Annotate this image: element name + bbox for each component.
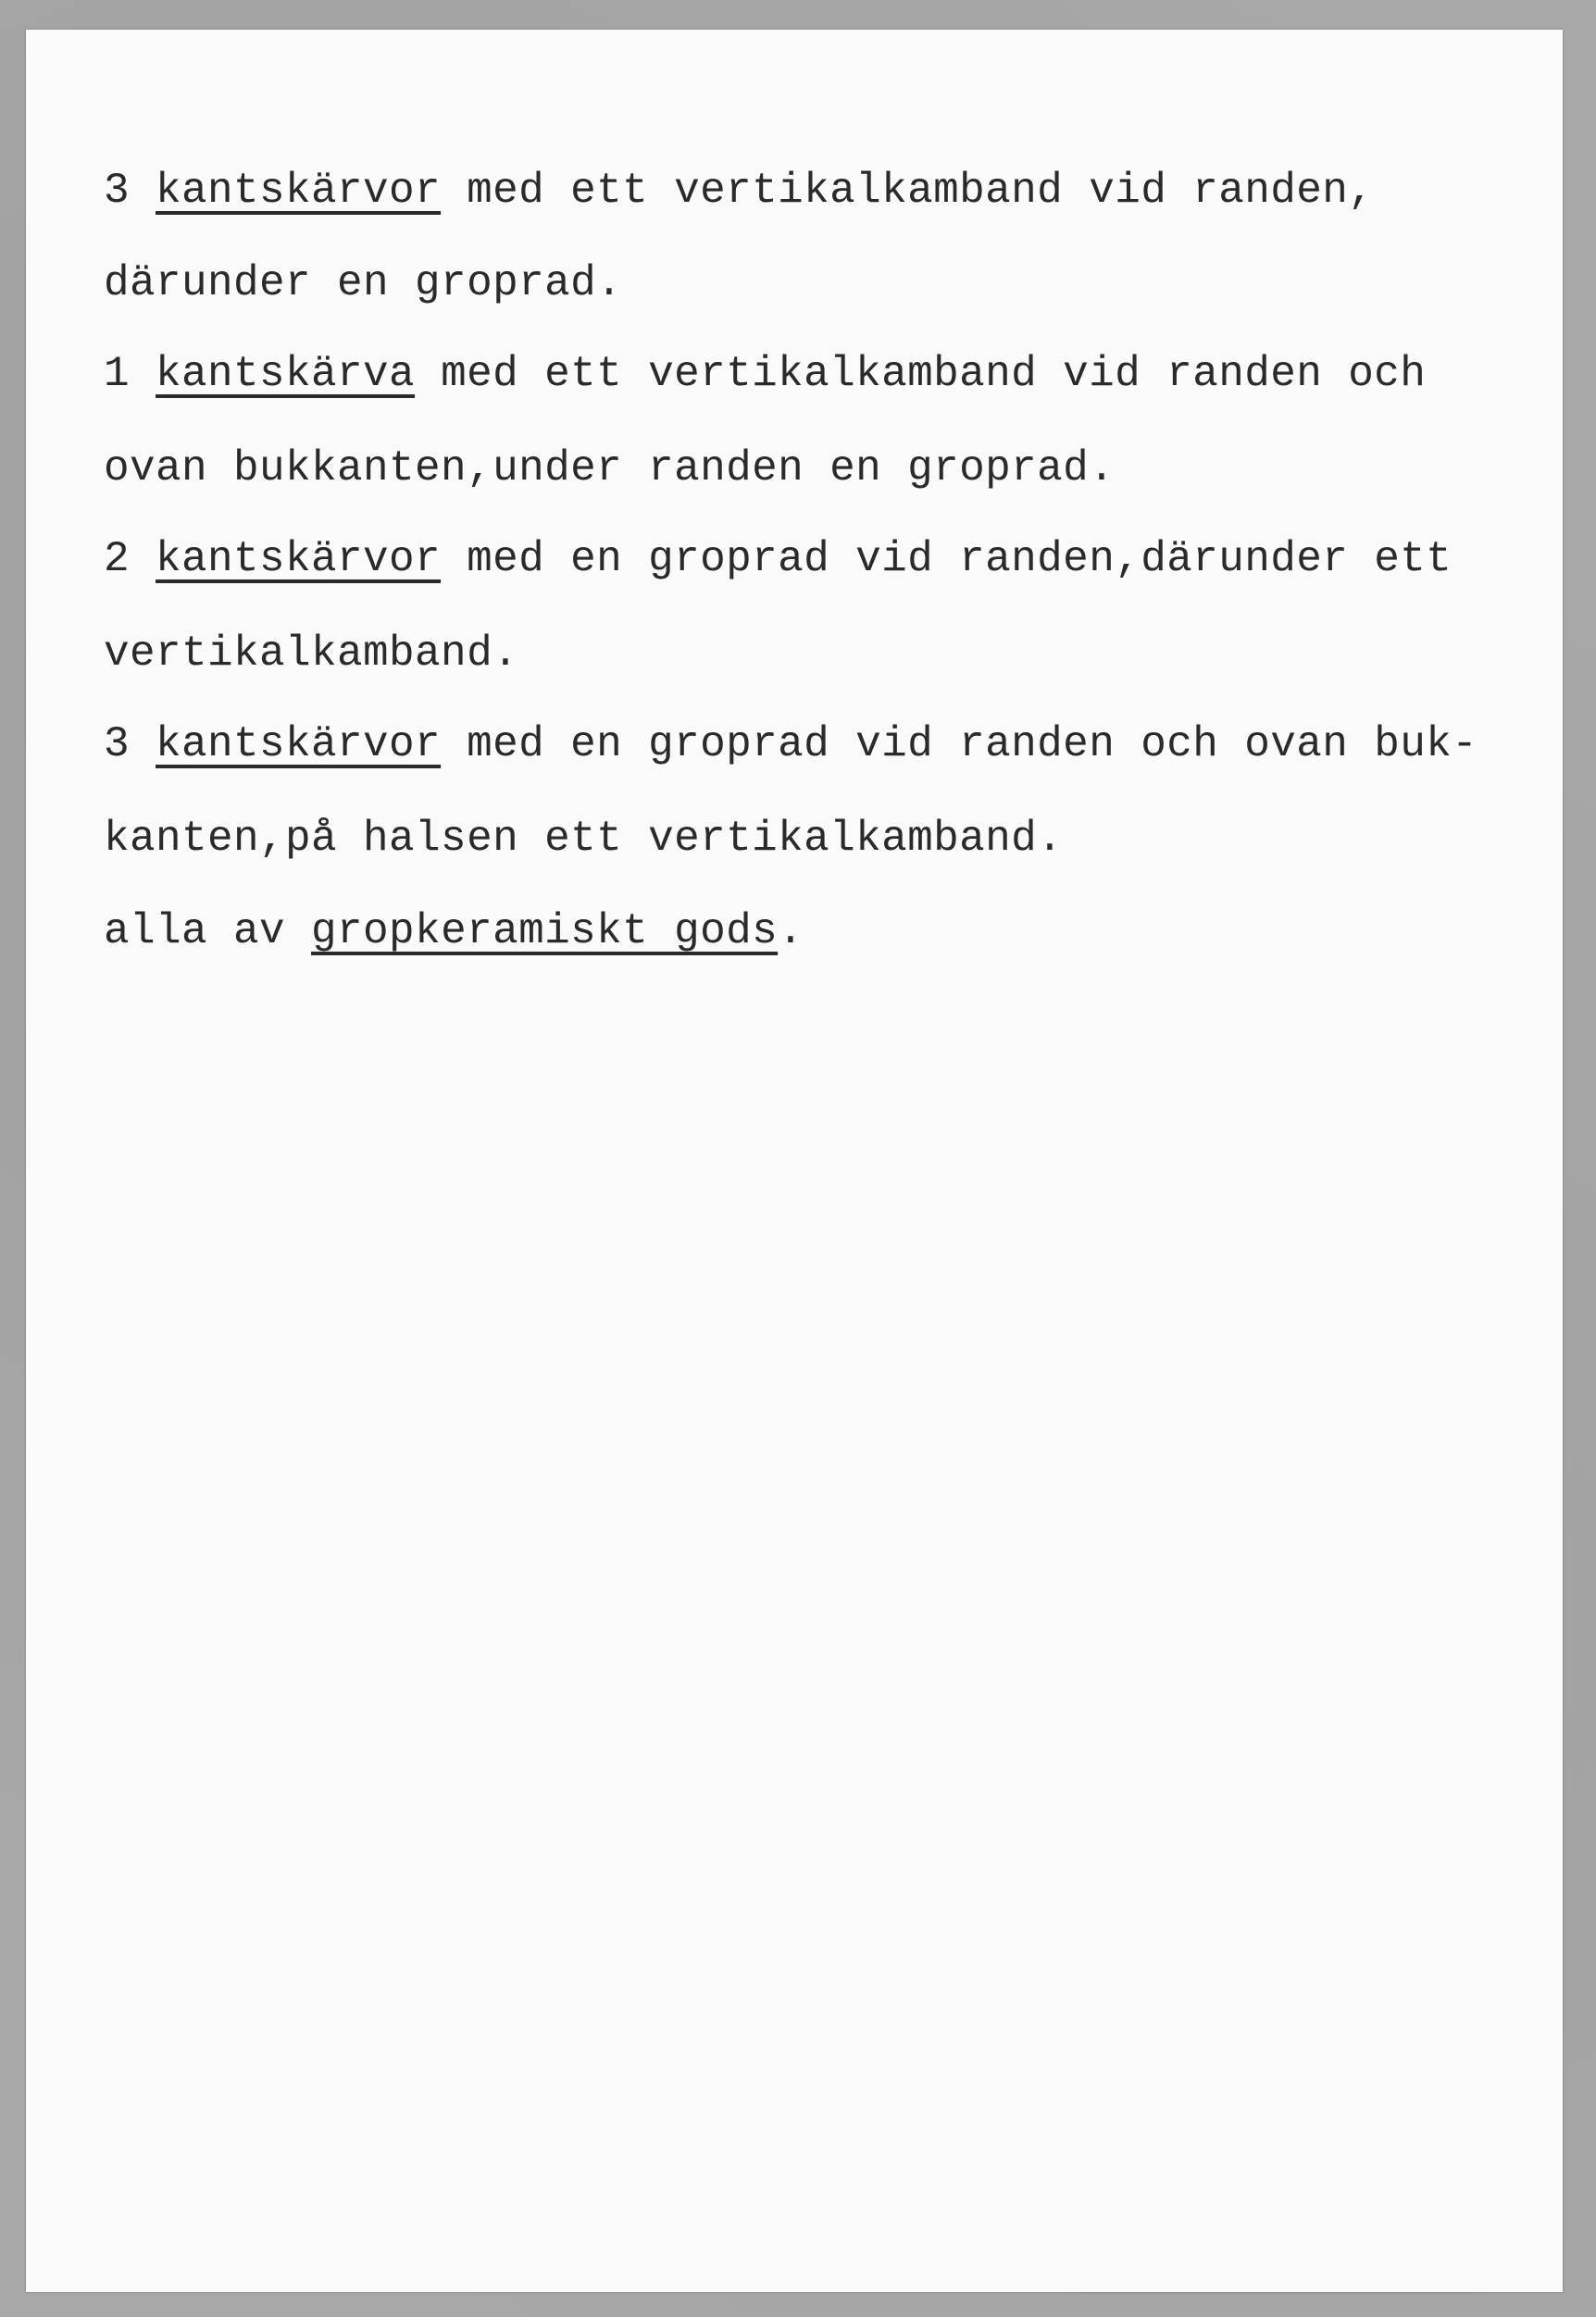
text-segment: 3: [104, 167, 156, 215]
underlined-term: kantskärva: [156, 350, 416, 398]
text-segment: kanten,på halsen ett vertikalkamband.: [104, 815, 1064, 863]
text-line: [104, 813, 1063, 865]
text-line: [104, 905, 804, 957]
underlined-term: kantskärvor: [156, 535, 442, 583]
text-line: [104, 165, 1374, 217]
text-segment: .: [778, 907, 804, 955]
text-segment: med en groprad vid randen,därunder ett: [441, 535, 1453, 583]
text-segment: alla av: [104, 907, 312, 955]
text-segment: med en groprad vid randen och ovan buk-: [441, 720, 1478, 768]
text-segment: med ett vertikalkamband vid randen och: [415, 350, 1427, 398]
underlined-term: gropkeramiskt gods: [311, 907, 779, 955]
text-segment: 3: [104, 720, 156, 768]
text-segment: med ett vertikalkamband vid randen,: [441, 167, 1375, 215]
text-line: [104, 348, 1426, 400]
text-line: [104, 628, 518, 679]
text-line: [104, 533, 1452, 585]
text-segment: ovan bukkanten,under randen en groprad.: [104, 444, 1116, 492]
text-line: [104, 718, 1478, 770]
index-card: [26, 30, 1563, 2292]
text-segment: därunder en groprad.: [104, 259, 623, 307]
text-segment: vertikalkamband.: [104, 629, 519, 678]
text-segment: 2: [104, 535, 156, 583]
text-line: [104, 442, 1115, 494]
text-segment: 1: [104, 350, 156, 398]
underlined-term: kantskärvor: [156, 720, 442, 768]
text-line: [104, 257, 622, 309]
underlined-term: kantskärvor: [156, 167, 442, 215]
